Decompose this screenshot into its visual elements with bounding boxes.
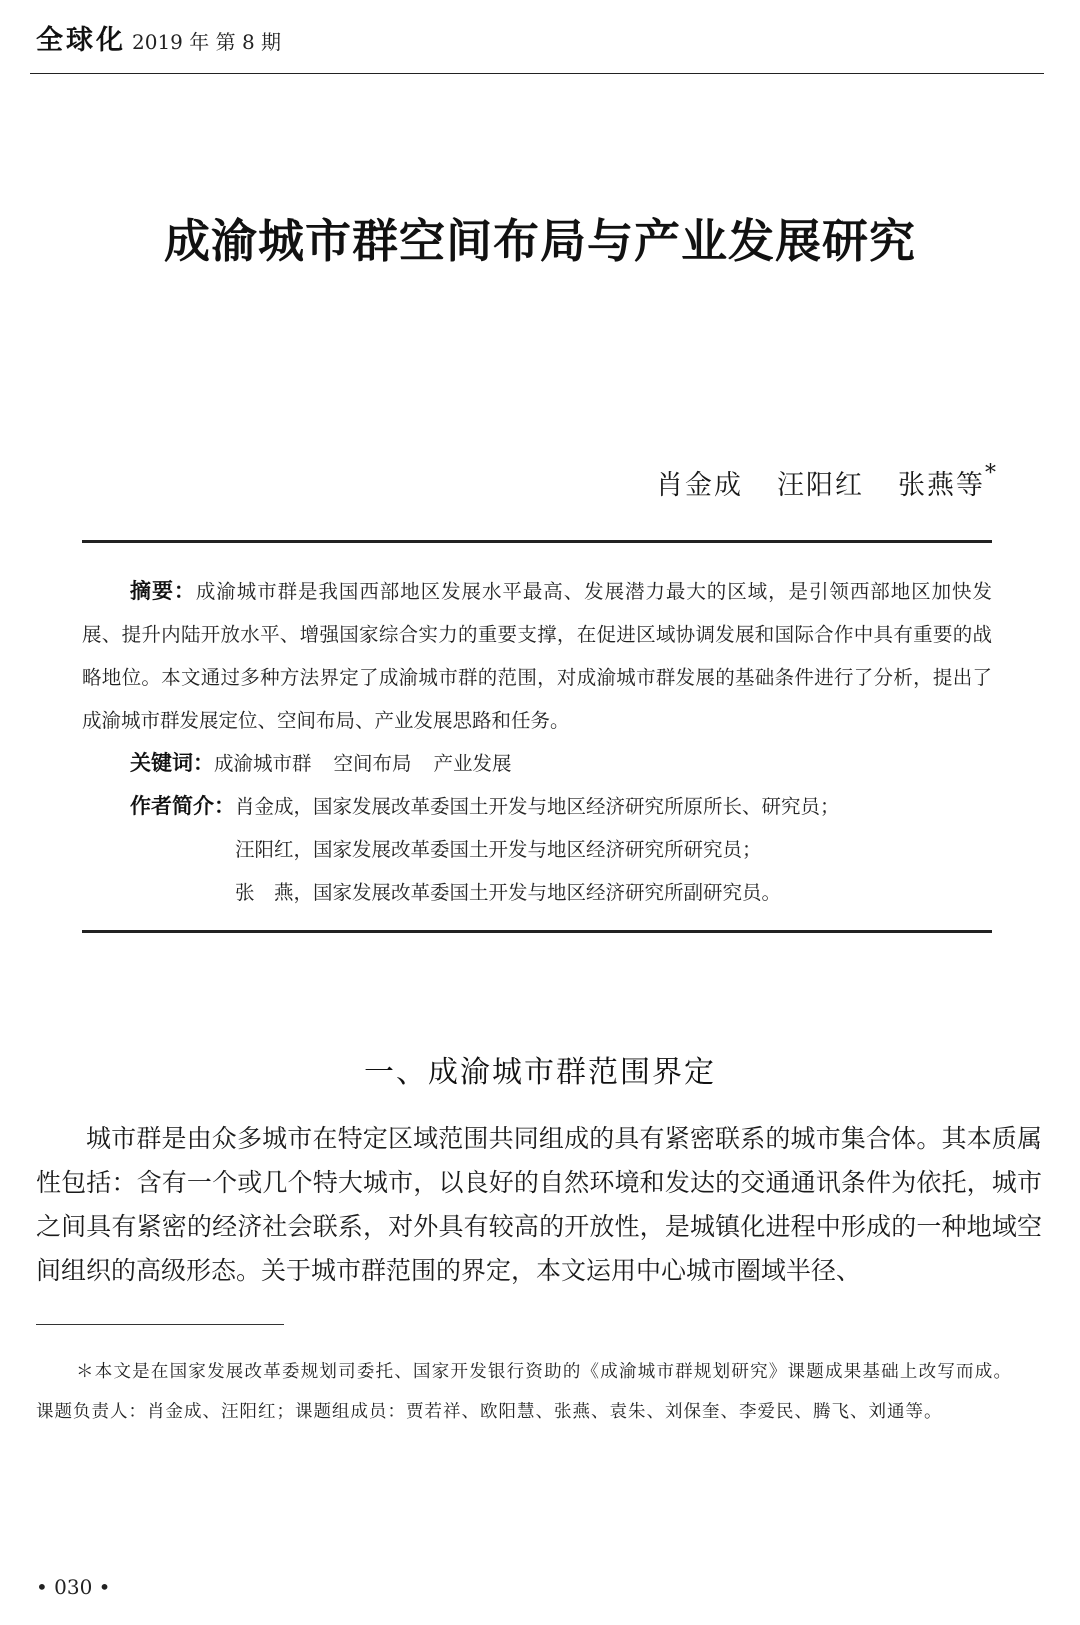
- author-list: [622, 463, 998, 502]
- article-title: 成渝城市群空间布局与产业发展研究: [164, 214, 916, 268]
- body-paragraph: 城市群是由众多城市在特定区域范围共同组成的具有紧密联系的城市集合体。其本质属性包括：含有一个或几个特大城市，以良好的自然环境和发达的交通通讯条件为依托，城市之间具有紧密的经济社会联系，对外具有较高的开放性，是城镇化进程中形成的一种地域空间组织的高级形态。关于城市群范围的界定，本文运用中心城市圈域半径、: [36, 1124, 1042, 1285]
- abstract-top-rule: [82, 540, 992, 543]
- footnote: ＊本文是在国家发展改革委规划司委托、国家开发银行资助的《成渝城市群规划研究》课题成果基础上改写而成。课题负责人：肖金成、汪阳红；课题组成员：贾若祥、欧阳慧、张燕、袁朱、刘保奎、李爱民、腾飞、刘通等。: [36, 1362, 1012, 1422]
- keyword: 产业发展: [433, 752, 512, 775]
- author-info-label: 作者简介：: [130, 794, 235, 818]
- footnote-rule: [36, 1324, 284, 1325]
- abstract-paragraph: [82, 570, 992, 742]
- author-name: 肖金成: [656, 470, 743, 501]
- issue-info: 2019 年 第 8 期: [132, 30, 282, 54]
- running-header: [36, 18, 1036, 58]
- keyword: 空间布局: [333, 752, 412, 775]
- keywords-line: [82, 742, 992, 785]
- keyword: 成渝城市群: [214, 752, 312, 775]
- author-info: [82, 785, 992, 914]
- author-name: 张燕等: [898, 470, 985, 501]
- abstract-block: [82, 570, 992, 914]
- author-info-line: 汪阳红，国家发展改革委国土开发与地区经济研究所研究员；: [235, 838, 762, 861]
- abstract-text: 成渝城市群是我国西部地区发展水平最高、发展潜力最大的区域，是引领西部地区加快发展、提升内陆开放水平、增强国家综合实力的重要支撑，在促进区域协调发展和国际合作中具有重要的战略地位。本文通过多种方法界定了成渝城市群的范围，对成渝城市群发展的基础条件进行了分析，提出了成渝城市群发展定位、空间布局、产业发展思路和任务。: [82, 580, 992, 732]
- author-info-line: 肖金成，国家发展改革委国土开发与地区经济研究所原所长、研究员；: [235, 795, 840, 818]
- header-rule: [30, 73, 1044, 74]
- footnote-marker: *: [985, 461, 998, 486]
- author-name: 汪阳红: [777, 470, 864, 501]
- keywords-label: 关键词：: [130, 751, 214, 775]
- abstract-label: 摘要：: [130, 579, 196, 603]
- section-heading: 一、成渝城市群范围界定: [364, 1055, 716, 1090]
- journal-name: 全球化: [36, 25, 126, 56]
- author-info-line: 张 燕，国家发展改革委国土开发与地区经济研究所副研究员。: [235, 881, 782, 904]
- abstract-bottom-rule: [82, 930, 992, 933]
- page-number: • 030 •: [36, 1575, 111, 1599]
